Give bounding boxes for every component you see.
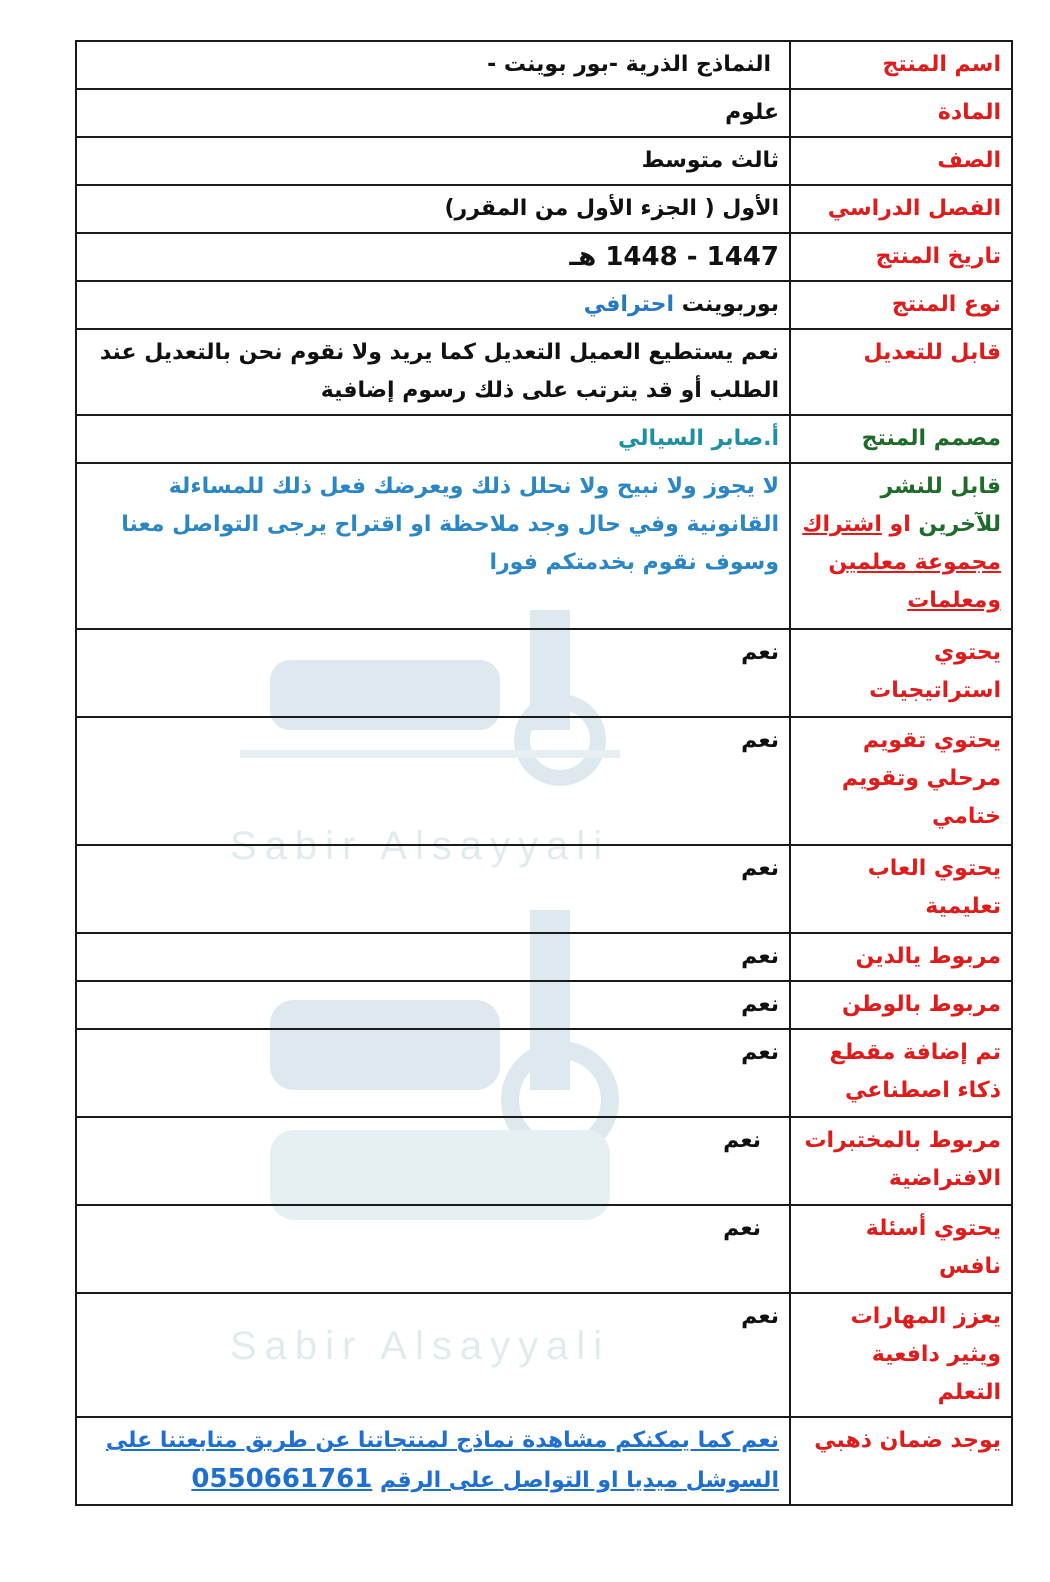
table-row <box>76 89 1012 137</box>
label-publishable-d: اشتراك <box>802 512 882 537</box>
label-religion: مربوط يالدين <box>790 933 1012 981</box>
label-date: تاريخ المنتج <box>790 233 1012 281</box>
table-row <box>76 329 1012 415</box>
label-ai-clip: تم إضافة مقطع ذكاء اصطناعي <box>790 1029 1012 1117</box>
value-homeland: نعم <box>76 981 790 1029</box>
label-strategies: يحتوي استراتيجيات <box>790 629 1012 717</box>
value-virtual-labs: نعم <box>76 1117 790 1205</box>
value-product-name: النماذج الذرية -بور بوينت - <box>76 41 790 89</box>
table-row <box>76 281 1012 329</box>
label-publishable <box>790 463 1012 629</box>
table-row <box>76 981 1012 1029</box>
product-info-table <box>75 40 1013 1506</box>
value-grade: ثالث متوسط <box>76 137 790 185</box>
value-product-type <box>76 281 790 329</box>
label-games: يحتوي العاب تعليمية <box>790 845 1012 933</box>
table-row <box>76 845 1012 933</box>
label-publishable-b: للآخرين <box>918 512 1001 537</box>
label-publishable-e: مجموعة معلمين ومعلمات <box>828 550 1001 613</box>
table-row <box>76 1417 1012 1505</box>
label-product-type: نوع المنتج <box>790 281 1012 329</box>
label-publishable-a: قابل للنشر <box>880 474 1001 499</box>
value-nafs: نعم <box>76 1205 790 1293</box>
value-ai-clip: نعم <box>76 1029 790 1117</box>
label-guarantee: يوجد ضمان ذهبي <box>790 1417 1012 1505</box>
label-assessment: يحتوي تقويم مرحلي وتقويم ختامي <box>790 717 1012 845</box>
value-skills: نعم <box>76 1293 790 1417</box>
phone-number-link[interactable]: 0550661761 <box>191 1464 373 1494</box>
value-strategies: نعم <box>76 629 790 717</box>
value-editable: نعم يستطيع العميل التعديل كما يريد ولا نقوم نحن بالتعديل عند الطلب أو قد يترتب على ذلك رسوم إضافية <box>76 329 790 415</box>
table-row <box>76 41 1012 89</box>
guarantee-text-link[interactable]: نعم كما يمكنكم مشاهدة نماذج لمنتجاتنا عن طريق متابعتنا على السوشل ميديا او التواصل على الرقم <box>105 1428 779 1493</box>
table-row <box>76 463 1012 629</box>
table-row <box>76 1293 1012 1417</box>
label-product-name: اسم المنتج <box>790 41 1012 89</box>
value-product-type-main: بوربوينت <box>681 292 779 317</box>
label-publishable-c: او <box>889 512 911 537</box>
label-subject: المادة <box>790 89 1012 137</box>
table-row <box>76 717 1012 845</box>
watermark-latin: Sabir Alsayyali <box>230 824 611 868</box>
watermark-latin: Sabir Alsayyali <box>230 1324 611 1368</box>
table-row <box>76 629 1012 717</box>
value-semester: الأول ( الجزء الأول من المقرر) <box>76 185 790 233</box>
value-subject: علوم <box>76 89 790 137</box>
value-guarantee[interactable] <box>76 1417 790 1505</box>
label-editable: قابل للتعديل <box>790 329 1012 415</box>
label-virtual-labs: مربوط بالمختبرات الافتراضية <box>790 1117 1012 1205</box>
label-designer: مصمم المنتج <box>790 415 1012 463</box>
value-assessment: نعم <box>76 717 790 845</box>
table-row <box>76 185 1012 233</box>
table-row <box>76 137 1012 185</box>
value-date: 1447 - 1448 هـ <box>76 233 790 281</box>
value-games: نعم <box>76 845 790 933</box>
label-grade: الصف <box>790 137 1012 185</box>
table-row <box>76 933 1012 981</box>
table-row <box>76 1029 1012 1117</box>
value-publishable: لا يجوز ولا نبيح ولا نحلل ذلك ويعرضك فعل ذلك للمساءلة القانونية وفي حال وجد ملاحظة او اقتراح يرجى التواصل معنا وسوف نقوم بخدمتكم فورا <box>76 463 790 629</box>
table-row <box>76 1205 1012 1293</box>
value-designer: أ.صابر السيالي <box>76 415 790 463</box>
table-row <box>76 233 1012 281</box>
table-row <box>76 1117 1012 1205</box>
label-semester: الفصل الدراسي <box>790 185 1012 233</box>
label-skills: يعزز المهارات ويثير دافعية التعلم <box>790 1293 1012 1417</box>
label-homeland: مربوط بالوطن <box>790 981 1012 1029</box>
value-religion: نعم <box>76 933 790 981</box>
value-product-type-accent: احترافي <box>583 292 675 317</box>
table-row <box>76 415 1012 463</box>
label-nafs: يحتوي أسئلة نافس <box>790 1205 1012 1293</box>
